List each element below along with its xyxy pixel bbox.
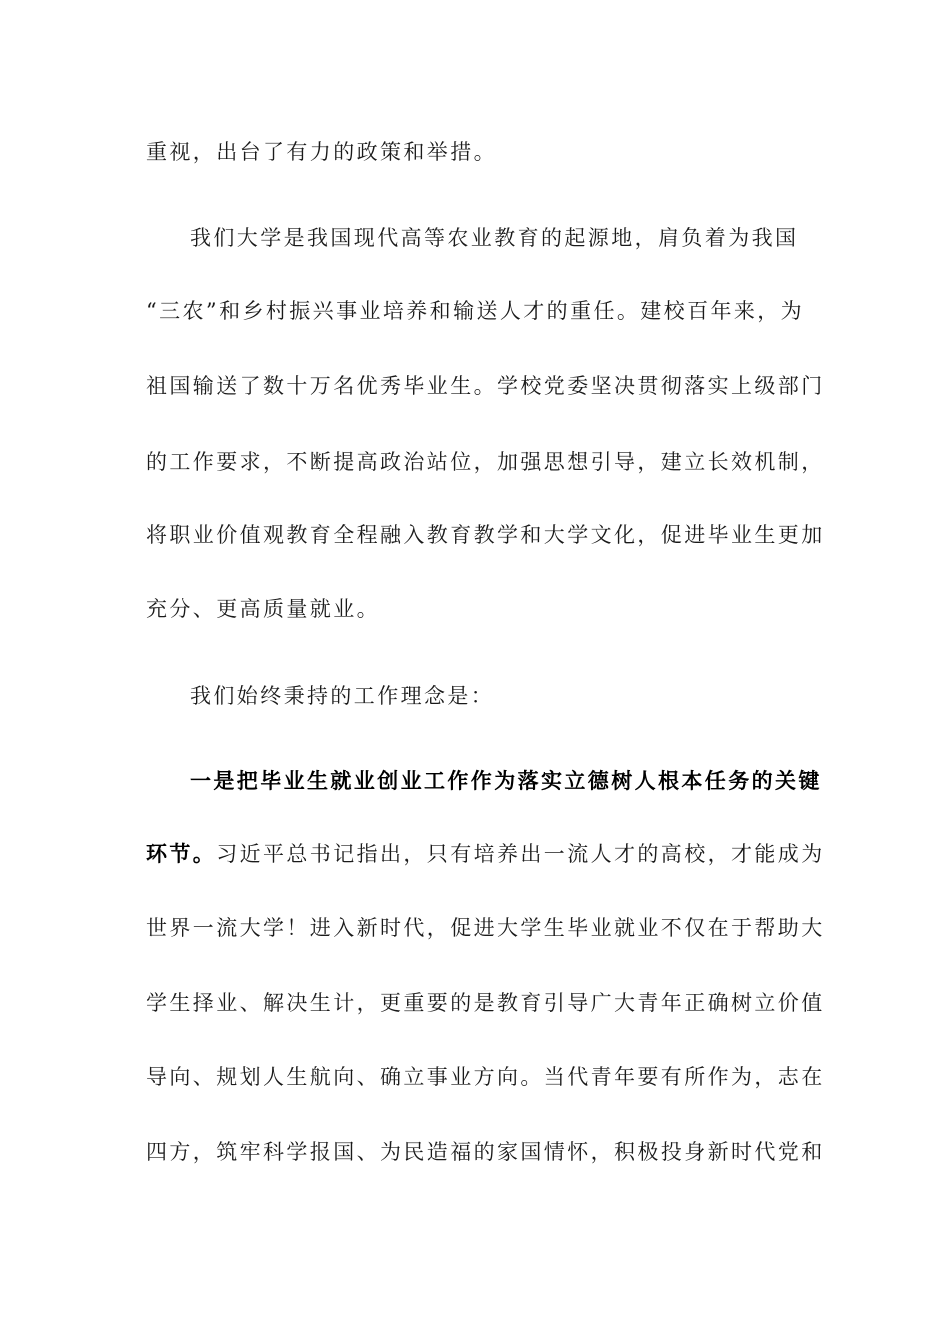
text-line-6-segment: 将职业价值观教育全程融入教育教学和大学文化，促进毕业生更加 — [146, 523, 825, 547]
text-line-1-segment: 重视，出台了有力的政策和举措。 — [146, 140, 497, 164]
text-line-9-bold-segment: 一是把毕业生就业创业工作作为落实立德树人根本任务的关键 — [190, 768, 822, 793]
text-line-13 — [146, 1057, 825, 1097]
text-line-3-segment: “三农”和乡村振兴事业培养和输送人才的重任。建校百年来，为 — [146, 299, 805, 323]
text-line-4-segment: 祖国输送了数十万名优秀毕业生。学校党委坚决贯彻落实上级部门 — [146, 374, 825, 398]
text-line-10-bold-segment: 环节。 — [146, 841, 217, 866]
text-line-7-segment: 充分、更高质量就业。 — [146, 597, 380, 621]
text-line-7 — [146, 589, 796, 629]
text-line-1 — [146, 132, 796, 172]
text-line-8-segment: 我们始终秉持的工作理念是： — [190, 684, 495, 708]
text-line-8 — [190, 676, 796, 716]
text-line-9 — [190, 761, 822, 801]
text-line-5 — [146, 442, 825, 482]
text-line-13-segment: 导向、规划人生航向、确立事业方向。当代青年要有所作为，志在 — [146, 1065, 825, 1089]
text-line-2 — [190, 218, 799, 258]
text-line-3 — [146, 291, 805, 331]
text-line-12 — [146, 983, 825, 1023]
text-line-11-segment: 世界一流大学！进入新时代，促进大学生毕业就业不仅在于帮助大 — [146, 916, 825, 940]
text-line-10-segment: 习近平总书记指出，只有培养出一流人才的高校，才能成为 — [216, 842, 825, 866]
text-line-2-segment: 我们大学是我国现代高等农业教育的起源地，肩负着为我国 — [190, 226, 799, 250]
text-line-11 — [146, 908, 825, 948]
text-line-14-segment: 四方，筑牢科学报国、为民造福的家国情怀，积极投身新时代党和 — [146, 1140, 825, 1164]
text-line-12-segment: 学生择业、解决生计，更重要的是教育引导广大青年正确树立价值 — [146, 991, 825, 1015]
text-line-14 — [146, 1132, 825, 1172]
text-line-10 — [146, 834, 825, 874]
text-line-5-segment: 的工作要求，不断提高政治站位，加强思想引导，建立长效机制， — [146, 450, 825, 474]
text-line-4 — [146, 366, 825, 406]
text-line-6 — [146, 515, 825, 555]
